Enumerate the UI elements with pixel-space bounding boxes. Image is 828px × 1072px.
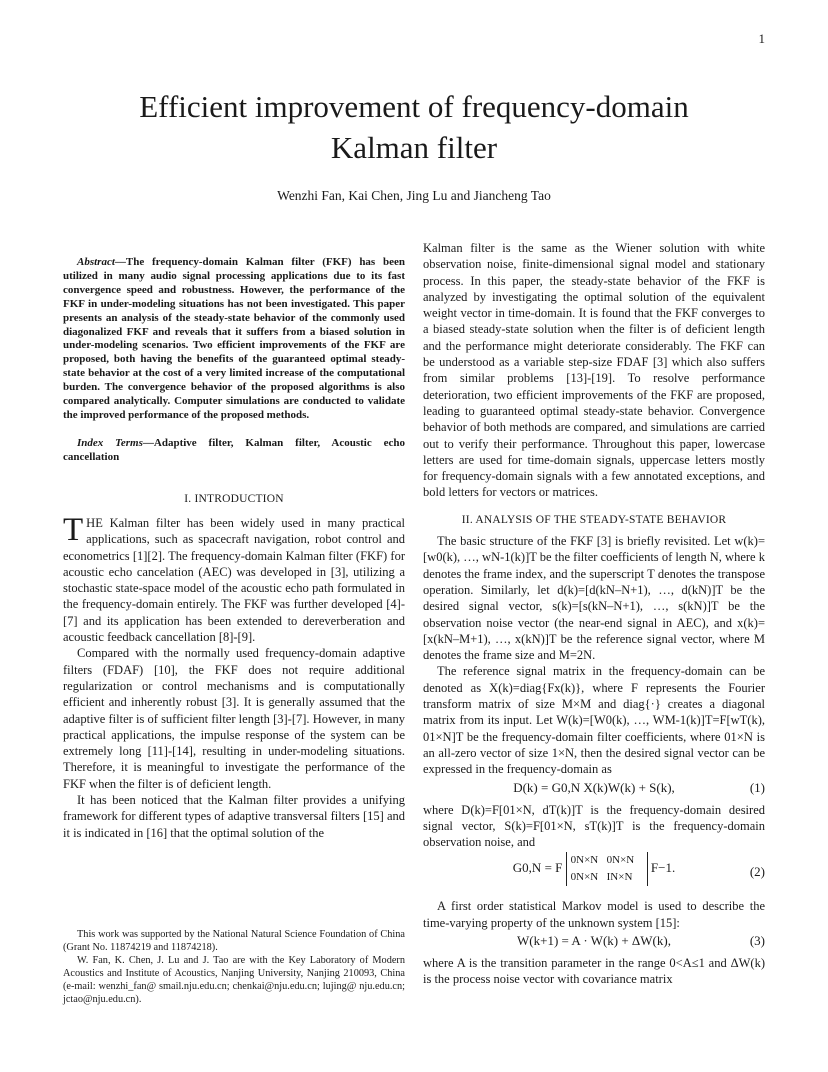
equation-1-body: D(k) = G0,N X(k)W(k) + S(k), <box>513 779 675 795</box>
index-terms-label: Index Terms <box>77 436 143 449</box>
equation-2 <box>423 852 765 896</box>
drop-cap: T <box>63 511 84 548</box>
matrix-cell-12: 0N×N <box>606 854 635 867</box>
intro-paragraph-1 <box>63 511 405 645</box>
footnote-affiliation: W. Fan, K. Chen, J. Lu and J. Tao are with the Key Laboratory of Modern Acoustics and Institute of Acoustics, Nanjing University, Nanjing 210093, China (e-mail: wenzhi_fan@ smail.nju.edu.cn; chenkai@nju.edu.cn; lujing@ nju.edu.cn; jctao@nju.edu.cn). <box>63 955 405 1005</box>
paper-title <box>0 86 828 168</box>
footnote-funding: This work was supported by the National Natural Science Foundation of China (Grant No. 11874219 and 11874218). <box>63 929 405 953</box>
equation-3-number: (3) <box>749 932 765 948</box>
intro-paragraph-2: Compared with the normally used frequency-domain adaptive filters (FDAF) [10], the FKF does not require additional regularization or control mechanisms and is computationally efficient and inherently robust [3]. It is generally assumed that the adaptive filter is of sufficient filter length [3]-[7]. However, in many practical applications, the impulse response of the system can be extremely long [11]-[14], resulting in under-modeling situations. Therefore, it is meaningful to investigate the performance of the FKF when the filter is of deficient length. <box>63 646 405 791</box>
page-number: 1 <box>758 31 765 46</box>
matrix-cell-11: 0N×N <box>570 854 599 867</box>
section-heading-analysis: II. ANALYSIS OF THE STEADY-STATE BEHAVIOR <box>461 513 727 526</box>
matrix-cell-22: IN×N <box>606 871 633 884</box>
intro-continuation: Kalman filter is the same as the Wiener solution with white observation noise, finite-dimensional signal model and stationary process. In this paper, the steady-state behavior of the FKF is analyzed by investigating the optimal solution of the equivalent weight vector in time-domain. It is found that the FKF converges to a biased steady-state solution when the filter is of deficient length and the performance might deteriorate considerably. The FKF can be understood as a variable step-size FDAF [3] which also suffers from similar problems [13]-[19]. To resolve performance deterioration, two efficient improvements of the FKF are proposed, leading to guaranteed optimal steady-state behavior. Convergence behavior of both methods are compared, and simulations are carried out to verify their performance. Throughout this paper, lowercase letters are used for time-domain signals, uppercase letters mostly for frequency-domain signals with a few annotated exceptions, and bold letters for vectors or matrices. <box>423 241 765 500</box>
index-terms-text: Adaptive filter, Kalman filter, Acoustic echo cancellation <box>63 436 405 463</box>
intro-paragraph-3: It has been noticed that the Kalman filter provides a unifying framework for different types of adaptive transversal filters [15] and it is indicated in [16] that the optimal solution of the <box>63 793 405 840</box>
author-list: Wenzhi Fan, Kai Chen, Jing Lu and Jiancheng Tao <box>277 188 551 203</box>
analysis-paragraph-5: where A is the transition parameter in the range 0<A≤1 and ΔW(k) is the process noise vector with covariance matrix <box>423 955 765 987</box>
section-heading-introduction: I. INTRODUCTION <box>184 492 284 505</box>
analysis-paragraph-3: where D(k)=F[01×N, dT(k)]T is the frequency-domain desired signal vector, S(k)=F[01×N, sT(k)]T is the frequency-domain observation noise, and <box>423 802 765 850</box>
abstract-text: The frequency-domain Kalman filter (FKF) has been utilized in many audio signal processing applications due to its fast convergence speed and robustness. However, the performance of the FKF in under-modeling situations has not been investigated. This paper presents an analysis of the steady-state behavior of the commonly used diagonalized FKF and reveals that it suffers from a biased solution in under-modeling scenarios. Two efficient improvements of the FKF are proposed, both having the benefits of the guaranteed optimal steady-state behavior at the cost of a very limited increase of the computational burden. The convergence behavior of the proposed algorithms is also compared analytically. Computer simulations are conducted to validate the improved performance of the proposed methods. <box>63 256 405 421</box>
equation-1-number: (1) <box>749 779 765 795</box>
equation-2-rhs: F−1. <box>650 860 676 876</box>
abstract: Abstract—The frequency-domain Kalman filter (FKF) has been utilized in many audio signal processing applications due to its fast convergence speed and robustness. However, the performance of the FKF in under-modeling situations has not been investigated. This paper presents an analysis of the steady-state behavior of the commonly used diagonalized FKF and reveals that it suffers from a biased solution in under-modeling scenarios. Two efficient improvements of the FKF are proposed, both having the benefits of the guaranteed optimal steady-state behavior at the cost of a very limited increase of the computational burden. The convergence behavior of the proposed algorithms is also compared analytically. Computer simulations are conducted to validate the improved performance of the proposed methods. <box>63 256 405 421</box>
analysis-paragraph-4: A first order statistical Markov model is used to describe the time-varying property of the unknown system [15]: <box>423 899 765 930</box>
equation-2-number: (2) <box>749 864 765 880</box>
block-matrix <box>566 852 648 886</box>
equation-3 <box>423 933 765 953</box>
equation-1 <box>423 780 765 800</box>
right-column <box>423 240 765 988</box>
title-line-1: Efficient improvement of frequency-domain <box>139 89 689 124</box>
equation-2-body <box>423 852 765 886</box>
intro-paragraph-1-text: HE Kalman filter has been widely used in many practical applications, such as spacecraft navigation, robot control and econometrics [1][2]. The frequency-domain Kalman filter (FKF) for acoustic echo cancelation (AEC) was developed in [3], utilizing a stochastic state-space model of the acoustic echo path formulated in the frequency-domain entirely. The FKF was further developed [4]-[7] and its application has been extended to dereverberation and acoustic feedback cancellation [8]-[9]. <box>63 515 405 645</box>
equation-2-lhs: G0,N = F <box>512 860 563 876</box>
matrix-cell-21: 0N×N <box>570 871 599 884</box>
equation-3-body: W(k+1) = A · W(k) + ΔW(k), <box>517 932 671 948</box>
analysis-paragraph-1: The basic structure of the FKF [3] is briefly revisited. Let w(k)=[w0(k), …, wN-1(k)]T be the filter coefficients of length N, where k denotes the frame index, and the superscript T denotes the transpose operation. Similarly, let d(k)=[d(kN–N+1), …, d(kN)]T be the desired signal vector, s(k)=[s(kN–N+1), …, s(kN)]T be the observation noise vector (the near-end signal in AEC), and x(k)=[x(kN–M+1), …, x(kN)]T be the reference signal vector, where M denotes the frame size and M=2N. <box>423 534 765 663</box>
analysis-paragraph-2: The reference signal matrix in the frequency-domain can be denoted as X(k)=diag{Fx(k)}, where F represents the Fourier transform matrix of size M×M and diag{·} creates a diagonal matrix from its input. Let W(k)=[W0(k), …, WM-1(k)]T=F[wT(k), 01×N]T be the frequency-domain filter coefficients, where 01×N is an all-zero vector of size 1×N, then the desired signal vector can be expressed in the frequency-domain as <box>423 664 765 777</box>
title-line-2: Kalman filter <box>330 130 498 165</box>
index-terms: Index Terms—Adaptive filter, Kalman filter, Acoustic echo cancellation <box>63 436 405 463</box>
abstract-label: Abstract <box>77 256 115 268</box>
left-column <box>63 240 405 841</box>
footnotes <box>63 928 405 1006</box>
